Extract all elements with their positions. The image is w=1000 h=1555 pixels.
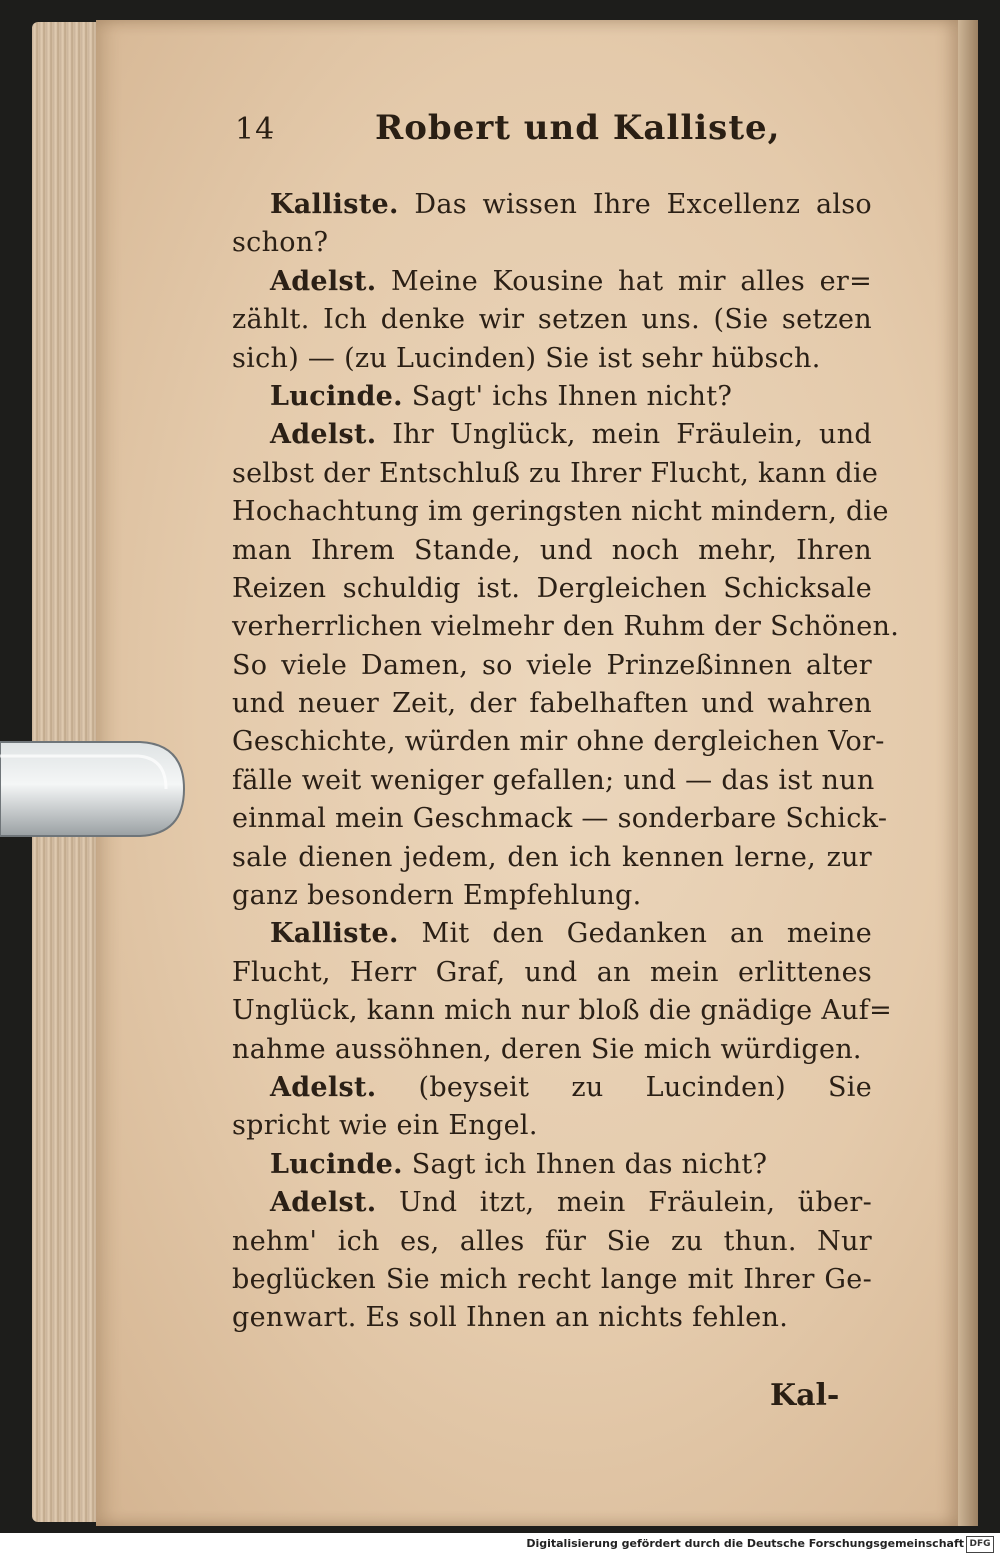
- text-line: [232, 762, 875, 800]
- text-line: [232, 186, 872, 224]
- text-line: [232, 1261, 872, 1299]
- text-line: [232, 723, 885, 761]
- line-text: Sagt ich Ihnen das nicht?: [411, 1148, 768, 1180]
- line-text: zählt. Ich denke wir setzen uns. (Sie setzen: [232, 304, 872, 336]
- text-line: [232, 570, 872, 608]
- page-number: 14: [235, 112, 276, 147]
- speaker-name: Kalliste.: [270, 189, 399, 220]
- text-line: [232, 1299, 872, 1337]
- text-line: [232, 1223, 872, 1261]
- speaker-name: Kalliste.: [270, 918, 399, 950]
- catchword: Kal-: [770, 1378, 840, 1413]
- speaker-name: Lucinde.: [270, 380, 403, 412]
- text-line: [232, 954, 872, 992]
- text-line: [232, 915, 872, 953]
- footer-bar: [0, 1533, 1000, 1555]
- line-text: genwart. Es soll Ihnen an nichts fehlen.: [232, 1302, 789, 1334]
- text-line: [232, 800, 888, 838]
- line-text: sich) — (zu Lucinden) Sie ist sehr hübsch.: [232, 342, 821, 374]
- text-line: [232, 416, 872, 454]
- line-text: schon?: [232, 227, 329, 259]
- text-line: [232, 532, 872, 570]
- text-line: [232, 1184, 872, 1222]
- speaker-name: Adelst.: [270, 419, 377, 451]
- speaker-name: Adelst.: [270, 1187, 377, 1219]
- line-text: nahme aussöhnen, deren Sie mich würdigen.: [232, 1033, 862, 1065]
- text-line: [232, 301, 872, 339]
- line-text: verherrlichen vielmehr den Ruhm der Schönen.: [232, 611, 900, 643]
- text-line: [232, 647, 872, 685]
- dialogue-text: [232, 186, 900, 1338]
- line-text: man Ihrem Stande, und noch mehr, Ihren: [232, 534, 872, 566]
- line-text: nehm' ich es, alles für Sie zu thun. Nur: [232, 1225, 872, 1257]
- text-line: [232, 378, 872, 416]
- line-text: Unglück, kann mich nur bloß die gnädige Auf=: [232, 995, 893, 1027]
- speaker-name: Adelst.: [270, 1071, 377, 1103]
- line-text: einmal mein Geschmack — sonderbare Schick-: [232, 803, 888, 835]
- line-text: Ihr Unglück, mein Fräulein, und: [392, 419, 872, 451]
- text-line: [232, 493, 889, 531]
- text-line: [232, 1069, 872, 1107]
- text-line: [232, 1107, 872, 1145]
- text-line: [232, 839, 872, 877]
- text-line: [232, 1146, 872, 1184]
- line-text: Flucht, Herr Graf, und an mein erlittenes: [232, 956, 872, 988]
- line-text: Hochachtung im geringsten nicht mindern, die: [232, 496, 889, 528]
- text-line: [232, 685, 872, 723]
- page-header: [235, 108, 875, 158]
- text-line: [232, 224, 872, 262]
- line-text: sale dienen jedem, den ich kennen lerne, zur: [232, 841, 872, 873]
- line-text: (beyseit zu Lucinden) Sie: [418, 1071, 872, 1103]
- text-line: [232, 608, 900, 646]
- page-gutter: [958, 20, 978, 1526]
- text-line: [232, 992, 893, 1030]
- page-clip: [0, 734, 186, 844]
- line-text: beglücken Sie mich recht lange mit Ihrer Ge-: [232, 1263, 872, 1295]
- speaker-name: Adelst.: [270, 265, 377, 297]
- line-text: Und itzt, mein Fräulein, über-: [398, 1187, 872, 1219]
- line-text: Meine Kousine hat mir alles er=: [390, 265, 872, 297]
- text-line: [232, 340, 872, 378]
- line-text: und neuer Zeit, der fabelhaften und wahren: [232, 688, 872, 720]
- line-text: selbst der Entschluß zu Ihrer Flucht, kann die: [232, 457, 879, 489]
- text-line: [232, 877, 872, 915]
- line-text: spricht wie ein Engel.: [232, 1110, 538, 1142]
- footer-credit: Digitalisierung gefördert durch die Deutsche Forschungsgemeinschaft: [526, 1537, 964, 1550]
- line-text: Mit den Gedanken an meine: [421, 918, 872, 950]
- line-text: Sagt' ichs Ihnen nicht?: [411, 380, 733, 412]
- text-line: [232, 263, 872, 301]
- text-line: [232, 455, 879, 493]
- line-text: Reizen schuldig ist. Dergleichen Schicksale: [232, 572, 872, 604]
- text-line: [232, 1031, 872, 1069]
- line-text: Geschichte, würden mir ohne dergleichen Vor-: [232, 726, 885, 758]
- running-title: Robert und Kalliste,: [375, 108, 781, 148]
- line-text: ganz besondern Empfehlung.: [232, 880, 642, 912]
- line-text: Das wissen Ihre Excellenz also: [414, 189, 872, 220]
- speaker-name: Lucinde.: [270, 1148, 403, 1180]
- dfg-logo: DFG: [966, 1536, 994, 1553]
- line-text: fälle weit weniger gefallen; und — das ist nun: [232, 764, 875, 796]
- line-text: So viele Damen, so viele Prinzeßinnen alter: [232, 649, 872, 681]
